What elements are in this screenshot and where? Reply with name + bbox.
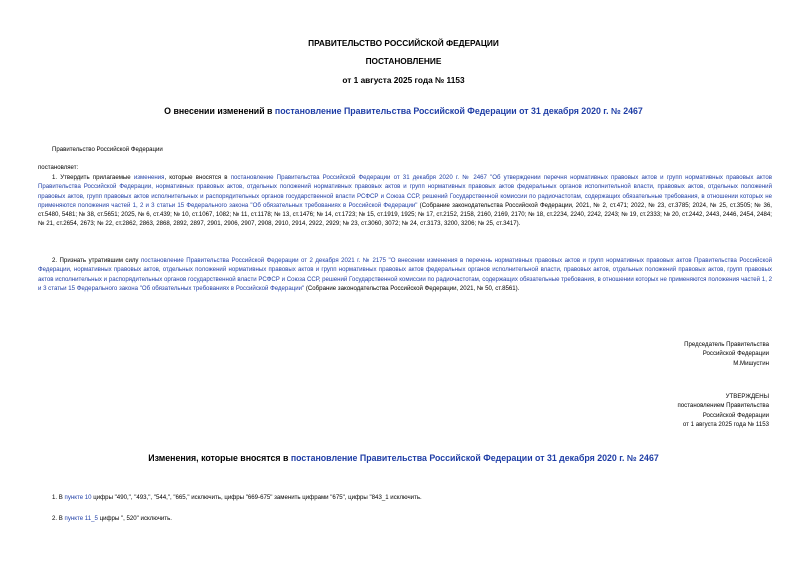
- change-item-1-end: цифры "490,", "493,", "544,", "665," исключить, цифры "669-675" заменить цифрами "675", цифры "843_1 исключить.: [91, 494, 422, 501]
- paragraph-1-end: (Собрание законодательства Российской Федерации, 2021, № 2, ст.471; 2022, № 23, ст.3785; 2024, № 25, ст.3505; № 36, ст.5480, 5481; № 38, ст.5651; 2025, № 6, ст.439; № 10, ст.1067, 1082; № 11, ст.1178; № 13, ст.1476; № 14, ст.1723; № 15, ст.1919, 1925; № 17, ст.2152, 2158, 2160, 2169, 2170; № 18, ст.2234, 2240, 2242, 2243; № 19, ст.2333; № 20, ст.2442, 2443, 2446, 2454, 2484; № 21, ст.2654, 2673; № 22, ст.2862, 2863, 2868, 2892, 2897, 2901, 2906, 2907, 2908, 2910, 2914, 2922, 2929; № 23, ст.3060, 3072; № 24, ст.3173, 3200, 3206; № 25, ст.3417).: [38, 201, 772, 228]
- paragraph-2: [38, 256, 772, 293]
- approval-line-2: постановлением Правительства: [677, 402, 769, 410]
- document-title: [0, 106, 807, 116]
- signature-line-3: М.Мишустин: [733, 359, 769, 367]
- changes-title-prefix: Изменения, которые вносятся в: [148, 453, 291, 463]
- document-type: ПОСТАНОВЛЕНИЕ: [365, 56, 442, 66]
- paragraph-1: [38, 173, 772, 229]
- changes-title-link[interactable]: постановление Правительства Российской Федерации от 31 декабря 2020 г. № 2467: [290, 453, 659, 463]
- document-title-prefix: О внесении изменений в: [164, 106, 275, 116]
- approval-line-4: от 1 августа 2025 года № 1153: [682, 420, 769, 428]
- change-item-2-end: цифры ", 520" исключить.: [97, 515, 172, 522]
- link-decree-2175[interactable]: постановление Правительства Российской Федерации от 2 декабря 2021 г. № 2175 "О внесении изменения в перечень нормативных правовых актов и групп нормативных правовых актов Правительства Российской Федерации, нормативных правовых актов, отдельных положений нормативных правовых актов и групп нормативных правовых актов федеральных органов исполнительной власти, правовых актов, отдельных положений правовых актов, групп правовых актов исполнительных и распорядительных органов государственной власти РСФСР и Союза ССР, решений Государственной комиссии по радиочастотам, содержащих обязательные требования, в отношении которых не применяются положения частей 1, 2 и 3 статьи 15 Федерального закона "Об обязательных требованиях в Российской Федерации": [38, 257, 773, 292]
- change-item-2-start: 2. В: [52, 515, 65, 522]
- signature-line-2: Российской Федерации: [702, 350, 769, 358]
- paragraph-1-start: 1. Утвердить прилагаемые: [52, 174, 134, 181]
- government-heading: ПРАВИТЕЛЬСТВО РОССИЙСКОЙ ФЕДЕРАЦИИ: [308, 38, 499, 48]
- link-changes[interactable]: изменения: [133, 174, 165, 181]
- paragraph-2-end: (Собрание законодательства Российской Федерации, 2021, № 50, ст.8561).: [304, 284, 520, 292]
- intro-decides: постановляет:: [38, 164, 79, 171]
- paragraph-2-start: 2. Признать утратившим силу: [52, 257, 141, 264]
- changes-title: [0, 453, 807, 463]
- link-decree-2467-full[interactable]: постановление Правительства Российской Федерации от 31 декабря 2020 г. № 2467 "Об утверждении перечня нормативных правовых актов и групп нормативных правовых актов Правительства Российской Федерации, нормативных правовых актов, отдельных положений нормативных правовых актов и групп нормативных правовых актов федеральных органов исполнительной власти, правовых актов, отдельных положений правовых актов, групп правовых актов исполнительных и распорядительных органов государственной власти РСФСР и Союза ССР, решений Государственной комиссии по радиочастотам, содержащих обязательные требования, в отношении которых не применяются положения частей 1, 2 и 3 статьи 15 Федерального закона "Об обязательных требованиях в Российской Федерации": [38, 174, 773, 209]
- approval-block: [677, 392, 769, 429]
- paragraph-1-mid: , которые вносятся в: [164, 174, 231, 181]
- link-point-11-5[interactable]: пункте 11_5: [64, 515, 98, 522]
- signature-block: [684, 340, 769, 368]
- signature-line-1: Председатель Правительства: [684, 341, 769, 348]
- change-item-2: [52, 514, 172, 523]
- change-item-1-start: 1. В: [52, 494, 65, 501]
- change-item-1: [52, 493, 422, 502]
- approval-line-1: УТВЕРЖДЕНЫ: [725, 393, 769, 400]
- title-link-decree-2467[interactable]: постановление Правительства Российской Федерации от 31 декабря 2020 г. № 2467: [274, 106, 643, 116]
- intro-org: Правительство Российской Федерации: [52, 146, 163, 153]
- link-point-10[interactable]: пункте 10: [64, 494, 92, 501]
- approval-line-3: Российской Федерации: [702, 411, 769, 419]
- document-date-number: от 1 августа 2025 года № 1153: [342, 75, 465, 85]
